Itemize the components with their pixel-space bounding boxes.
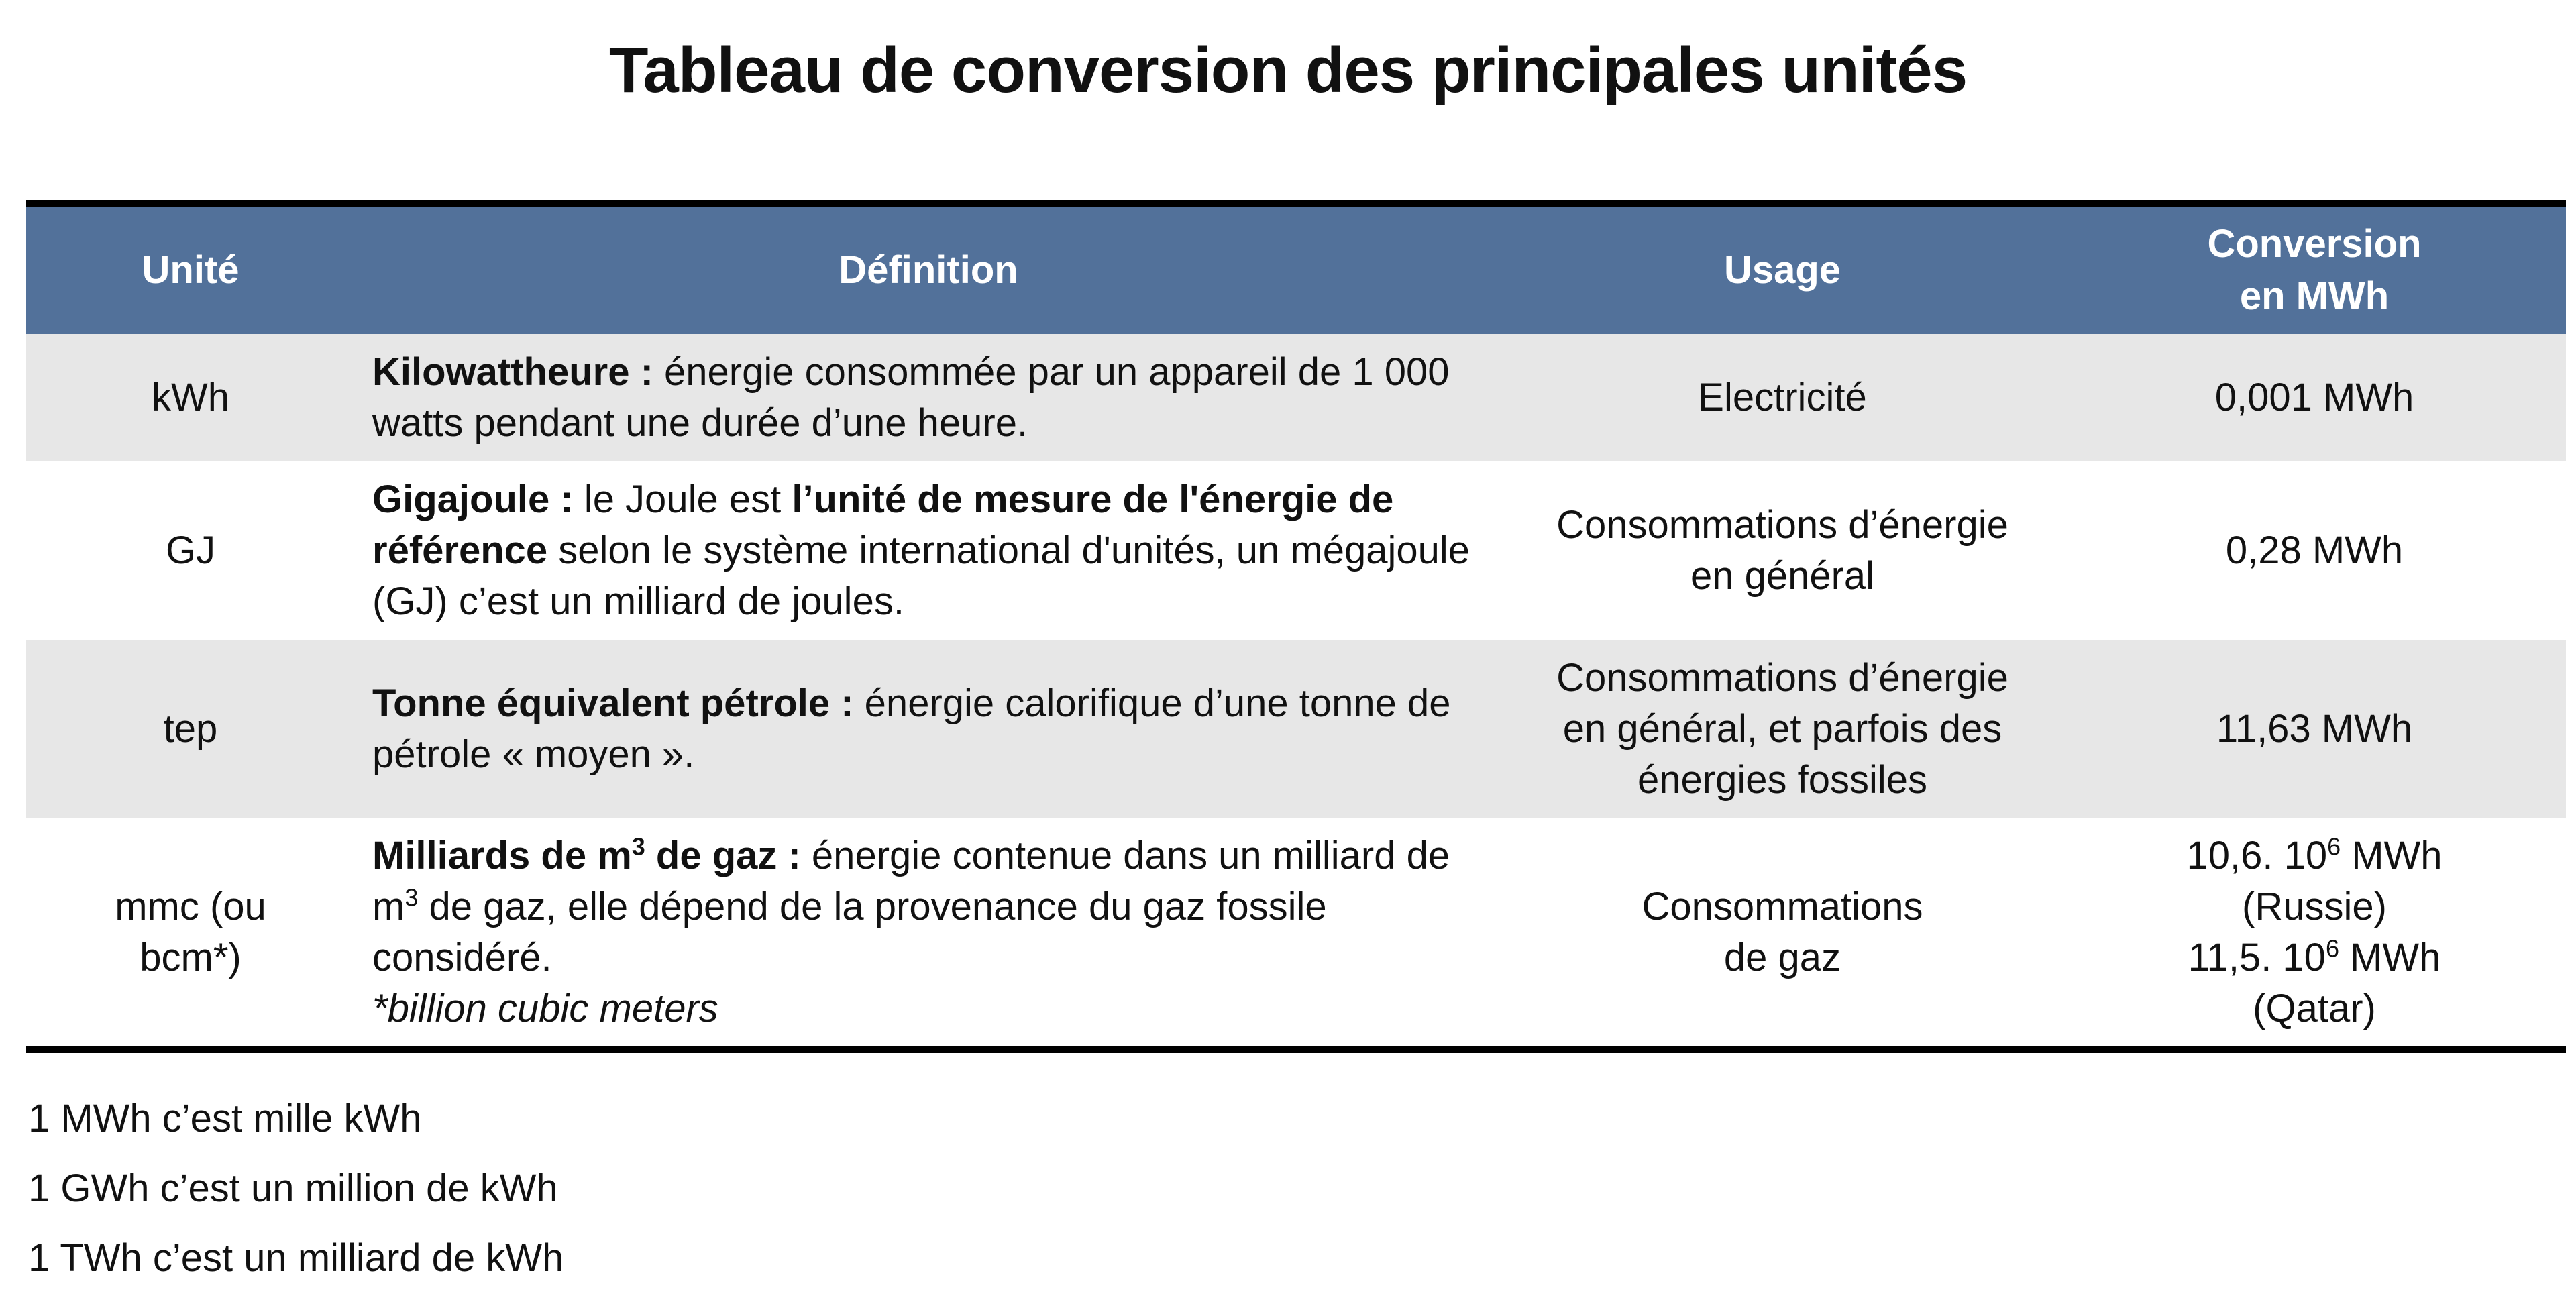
- cell-unit: [26, 818, 355, 1050]
- definition-text: selon le système international d'unités, un mégajoule (GJ) c’est un milliard de joules.: [372, 529, 1470, 623]
- conversion-origin: (Qatar): [2253, 987, 2376, 1030]
- header-conversion-line2: en MWh: [2239, 274, 2390, 318]
- usage-line: Consommations d’énergie: [1556, 656, 2008, 700]
- table-row: [26, 640, 2566, 818]
- cell-unit: GJ: [26, 461, 355, 640]
- cell-usage: [1502, 461, 2063, 640]
- header-definition: Définition: [355, 203, 1502, 334]
- definition-term: Gigajoule :: [372, 478, 574, 521]
- header-conversion: [2063, 203, 2566, 334]
- cell-definition: [355, 334, 1502, 461]
- unit-line: mmc (ou: [115, 885, 266, 928]
- usage-line: de gaz: [1723, 936, 1841, 979]
- conversion-value-part: 10,6. 10: [2186, 834, 2328, 877]
- definition-text: énergie contenue dans un milliard de m: [372, 834, 1450, 928]
- conversion-value-part: MWh: [2341, 834, 2443, 877]
- cell-unit: tep: [26, 640, 355, 818]
- table-row: [26, 334, 2566, 461]
- cell-definition: [355, 640, 1502, 818]
- header-conversion-line1: Conversion: [2207, 222, 2422, 266]
- unit-line: bcm*): [140, 936, 241, 979]
- definition-term: Kilowattheure :: [372, 350, 653, 394]
- definition-term: Tonne équivalent pétrole :: [372, 682, 854, 725]
- definition-text: de gaz, elle dépend de la provenance du gaz fossile considéré.: [372, 885, 1327, 979]
- cell-definition: [355, 461, 1502, 640]
- cell-usage: [1502, 818, 2063, 1050]
- table-row: [26, 461, 2566, 640]
- usage-line: énergies fossiles: [1638, 758, 1927, 802]
- definition-note: *billion cubic meters: [372, 987, 718, 1030]
- conversion-value-part: MWh: [2339, 936, 2441, 979]
- definition-text: le Joule est: [573, 478, 792, 521]
- cell-conversion: [2063, 818, 2566, 1050]
- superscript: 6: [2325, 934, 2339, 963]
- header-unit: Unité: [26, 203, 355, 334]
- definition-text: énergie consommée par un appareil de 1 000 watts pendant une durée d’une heure.: [372, 350, 1450, 445]
- conversion-origin: (Russie): [2242, 885, 2387, 928]
- definition-term-part: de gaz :: [645, 834, 801, 877]
- table-header-row: [26, 203, 2566, 334]
- superscript: 3: [405, 883, 419, 912]
- footnotes: [28, 1090, 564, 1299]
- header-usage: Usage: [1502, 203, 2063, 334]
- page-title: Tableau de conversion des principales unités: [608, 34, 1968, 106]
- usage-line: Consommations d’énergie: [1556, 503, 2008, 547]
- table-row: [26, 818, 2566, 1050]
- definition-emphasis: l’unité de mesure de l'énergie de référence: [372, 478, 1394, 572]
- definition-term-part: Milliards de m: [372, 834, 632, 877]
- definition-term: [372, 834, 801, 877]
- usage-line: en général, et parfois des: [1562, 707, 2002, 751]
- usage-line: Consommations: [1642, 885, 1923, 928]
- cell-usage: Electricité: [1502, 334, 2063, 461]
- cell-usage: [1502, 640, 2063, 818]
- footnote: 1 TWh c’est un milliard de kWh: [28, 1236, 564, 1280]
- cell-definition: [355, 818, 1502, 1050]
- cell-unit: kWh: [26, 334, 355, 461]
- usage-line: en général: [1690, 554, 1875, 598]
- definition-text: énergie calorifique d’une tonne de pétrole « moyen ».: [372, 682, 1451, 776]
- footnote: 1 MWh c’est mille kWh: [28, 1097, 422, 1140]
- conversion-value-part: 11,5. 10: [2188, 936, 2326, 979]
- cell-conversion: 11,63 MWh: [2063, 640, 2566, 818]
- cell-conversion: 0,001 MWh: [2063, 334, 2566, 461]
- superscript: 6: [2327, 832, 2341, 861]
- cell-conversion: 0,28 MWh: [2063, 461, 2566, 640]
- conversion-table: [26, 200, 2566, 1053]
- footnote: 1 GWh c’est un million de kWh: [28, 1166, 558, 1210]
- superscript: 3: [631, 832, 645, 861]
